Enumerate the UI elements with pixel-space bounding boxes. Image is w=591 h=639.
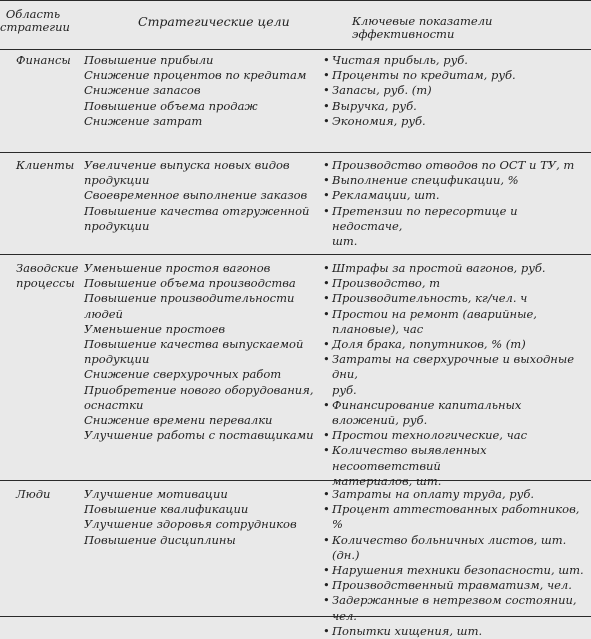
row-goals — [84, 261, 316, 443]
row-area: Заводские процессы — [16, 261, 79, 291]
goal-item: Повышение квалификации — [84, 502, 249, 517]
goal-item: Снижение времени перевалки — [84, 413, 273, 428]
header-area: Область стратегии — [0, 7, 70, 34]
row-kpis — [323, 158, 589, 249]
row-area: Клиенты — [16, 158, 75, 172]
row-goals — [84, 53, 316, 129]
goal-item: Приобретение нового оборудования, оснастки — [84, 382, 314, 412]
goal-item: Повышение качества выпускаемой продукции — [84, 337, 304, 367]
kpi-item: • Рекламации, шт. — [323, 188, 589, 203]
goal-item: Снижение запасов — [84, 83, 201, 98]
header-kpis: Ключевые показатели эффективности — [352, 14, 493, 41]
goal-item: Увеличение выпуска новых видов продукции — [84, 158, 290, 188]
row-goals — [84, 487, 316, 548]
goal-item: Повышение объема производства — [84, 276, 296, 291]
goal-item: Снижение процентов по кредитам — [84, 68, 307, 83]
kpi-item: • Выручка, руб. — [323, 99, 589, 114]
kpi-item: • Производственный травматизм, чел. — [323, 578, 589, 593]
kpi-item: • Затраты на сверхурочные и выходные дни, руб. — [323, 352, 589, 398]
row-area: Финансы — [16, 53, 71, 67]
row-kpis — [323, 487, 589, 639]
top-rule — [0, 0, 591, 1]
table-header — [0, 0, 591, 48]
goal-item: Улучшение мотивации — [84, 487, 228, 501]
goal-item: Повышение объема продаж — [84, 98, 258, 113]
goal-item: Улучшение здоровья сотрудников — [84, 517, 297, 532]
kpi-item: • Запасы, руб. (т) — [323, 83, 589, 98]
header-rule — [0, 49, 591, 50]
goal-item: Своевременное выполнение заказов — [84, 188, 308, 203]
goal-item: Повышение производительности людей — [84, 291, 295, 321]
goal-item: Уменьшение простоя вагонов — [84, 261, 271, 275]
goal-item: Повышение дисциплины — [84, 532, 236, 547]
kpi-item: • Производство, т — [323, 276, 589, 291]
row-kpis — [323, 53, 589, 129]
kpi-item: • Проценты по кредитам, руб. — [323, 68, 589, 83]
row-divider — [0, 152, 591, 153]
kpi-item: • Экономия, руб. — [323, 114, 589, 129]
goal-item: Повышение качества отгруженной продукции — [84, 203, 310, 233]
kpi-item: • Претензии по пересортице и недостаче, шт. — [323, 204, 589, 250]
kpi-item: • Нарушения техники безопасности, шт. — [323, 563, 589, 578]
kpi-item: • Чистая прибыль, руб. — [323, 53, 589, 68]
goal-item: Улучшение работы с поставщиками — [84, 428, 314, 443]
kpi-item: • Задержанные в нетрезвом состоянии, чел. — [323, 593, 589, 623]
row-kpis — [323, 261, 589, 489]
kpi-item: • Финансирование капитальных вложений, руб. — [323, 398, 589, 428]
row-divider — [0, 254, 591, 255]
row-area: Люди — [16, 487, 51, 501]
kpi-item: • Количество выявленных несоответствий материалов, шт. — [323, 443, 589, 489]
kpi-item: • Выполнение спецификации, % — [323, 173, 589, 188]
kpi-item: • Доля брака, попутников, % (т) — [323, 337, 589, 352]
goal-item: Повышение прибыли — [84, 53, 214, 67]
kpi-item: • Количество больничных листов, шт. (дн.) — [323, 533, 589, 563]
kpi-item: • Процент аттестованных работников, % — [323, 502, 589, 532]
goal-item: Снижение сверхурочных работ — [84, 367, 282, 382]
goal-item: Снижение затрат — [84, 113, 203, 128]
header-goals: Стратегические цели — [138, 14, 290, 29]
kpi-item: • Простои на ремонт (аварийные, плановые), час — [323, 307, 589, 337]
kpi-item: • Производство отводов по ОСТ и ТУ, т — [323, 158, 589, 173]
kpi-item: • Затраты на оплату труда, руб. — [323, 487, 589, 502]
goal-item: Уменьшение простоев — [84, 321, 226, 336]
kpi-item: • Попытки хищения, шт. — [323, 624, 589, 639]
row-goals — [84, 158, 316, 234]
kpi-item: • Штрафы за простой вагонов, руб. — [323, 261, 589, 276]
kpi-item: • Простои технологические, час — [323, 428, 589, 443]
kpi-item: • Производительность, кг/чел. ч — [323, 291, 589, 306]
